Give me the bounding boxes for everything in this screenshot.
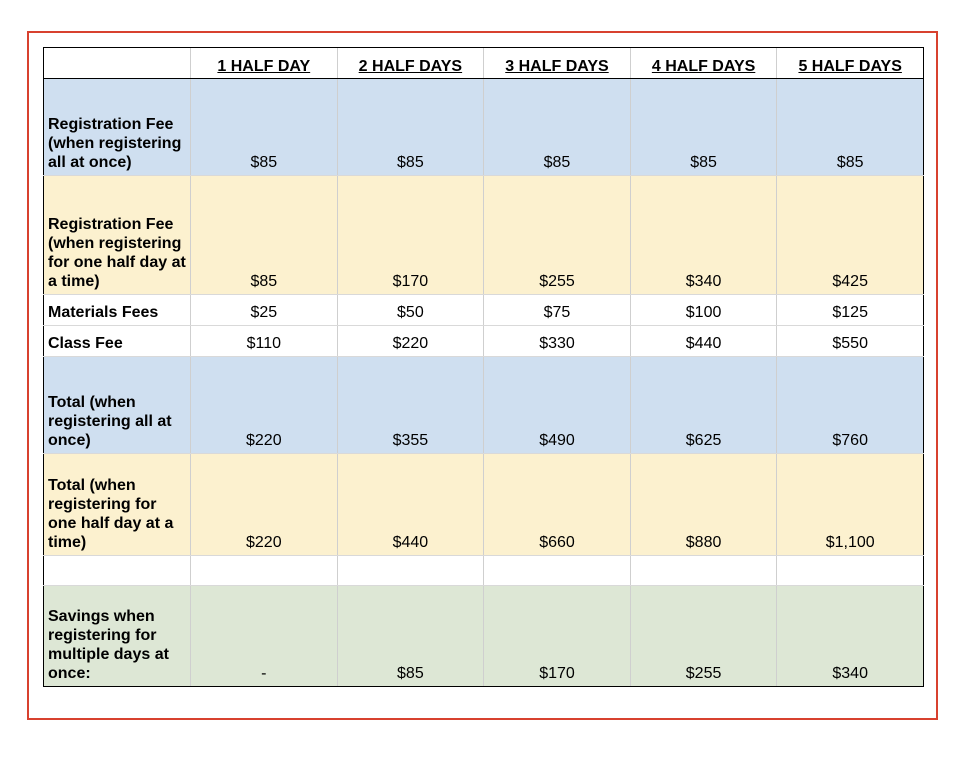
table-cell: $255 — [484, 176, 631, 295]
row-label: Savings when registering for multiple days at once: — [44, 586, 191, 687]
table-cell: $660 — [484, 454, 631, 556]
table-row-materials-fees — [44, 295, 924, 326]
table-cell: $220 — [191, 454, 338, 556]
table-cell: $220 — [337, 326, 484, 357]
table-cell: $440 — [630, 326, 777, 357]
row-label: Registration Fee (when registering for one half day at a time) — [44, 176, 191, 295]
screenshot-frame — [27, 31, 938, 720]
table-cell: $85 — [484, 79, 631, 176]
header-1-half-day: 1 HALF DAY — [191, 48, 338, 79]
table-cell: $255 — [630, 586, 777, 687]
table-row-registration-fee-all-at-once — [44, 79, 924, 176]
spreadsheet — [43, 47, 923, 687]
table-cell: $220 — [191, 357, 338, 454]
table-cell: $75 — [484, 295, 631, 326]
table-cell: $355 — [337, 357, 484, 454]
table-cell: $110 — [191, 326, 338, 357]
table-cell: $85 — [337, 586, 484, 687]
table-cell: $760 — [777, 357, 924, 454]
table-cell — [777, 556, 924, 586]
table-row-total-all-at-once — [44, 357, 924, 454]
table-cell: $330 — [484, 326, 631, 357]
table-cell: $340 — [630, 176, 777, 295]
header-4-half-days: 4 HALF DAYS — [630, 48, 777, 79]
row-label: Registration Fee (when registering all at once) — [44, 79, 191, 176]
table-cell: $85 — [777, 79, 924, 176]
row-label: Class Fee — [44, 326, 191, 357]
header-corner-cell — [44, 48, 191, 79]
table-cell: $50 — [337, 295, 484, 326]
table-cell: $25 — [191, 295, 338, 326]
header-2-half-days: 2 HALF DAYS — [337, 48, 484, 79]
table-cell — [484, 556, 631, 586]
header-row — [44, 48, 924, 79]
table-cell — [337, 556, 484, 586]
row-label — [44, 556, 191, 586]
table-row-blank — [44, 556, 924, 586]
table-row-class-fee — [44, 326, 924, 357]
table-cell — [630, 556, 777, 586]
table-cell: $170 — [484, 586, 631, 687]
pricing-table — [43, 47, 924, 687]
table-cell: $340 — [777, 586, 924, 687]
table-cell: $425 — [777, 176, 924, 295]
table-cell: $490 — [484, 357, 631, 454]
table-row-savings — [44, 586, 924, 687]
table-cell: $440 — [337, 454, 484, 556]
table-cell: - — [191, 586, 338, 687]
table-cell: $625 — [630, 357, 777, 454]
table-cell: $880 — [630, 454, 777, 556]
table-cell: $125 — [777, 295, 924, 326]
table-cell: $550 — [777, 326, 924, 357]
table-cell: $85 — [337, 79, 484, 176]
table-cell: $85 — [191, 79, 338, 176]
header-3-half-days: 3 HALF DAYS — [484, 48, 631, 79]
table-cell: $170 — [337, 176, 484, 295]
header-5-half-days: 5 HALF DAYS — [777, 48, 924, 79]
table-cell — [191, 556, 338, 586]
table-cell: $85 — [191, 176, 338, 295]
table-cell: $85 — [630, 79, 777, 176]
row-label: Materials Fees — [44, 295, 191, 326]
table-cell: $1,100 — [777, 454, 924, 556]
row-label: Total (when registering for one half day at a time) — [44, 454, 191, 556]
table-row-registration-fee-one-at-a-time — [44, 176, 924, 295]
table-cell: $100 — [630, 295, 777, 326]
table-row-total-one-at-a-time — [44, 454, 924, 556]
row-label: Total (when registering all at once) — [44, 357, 191, 454]
